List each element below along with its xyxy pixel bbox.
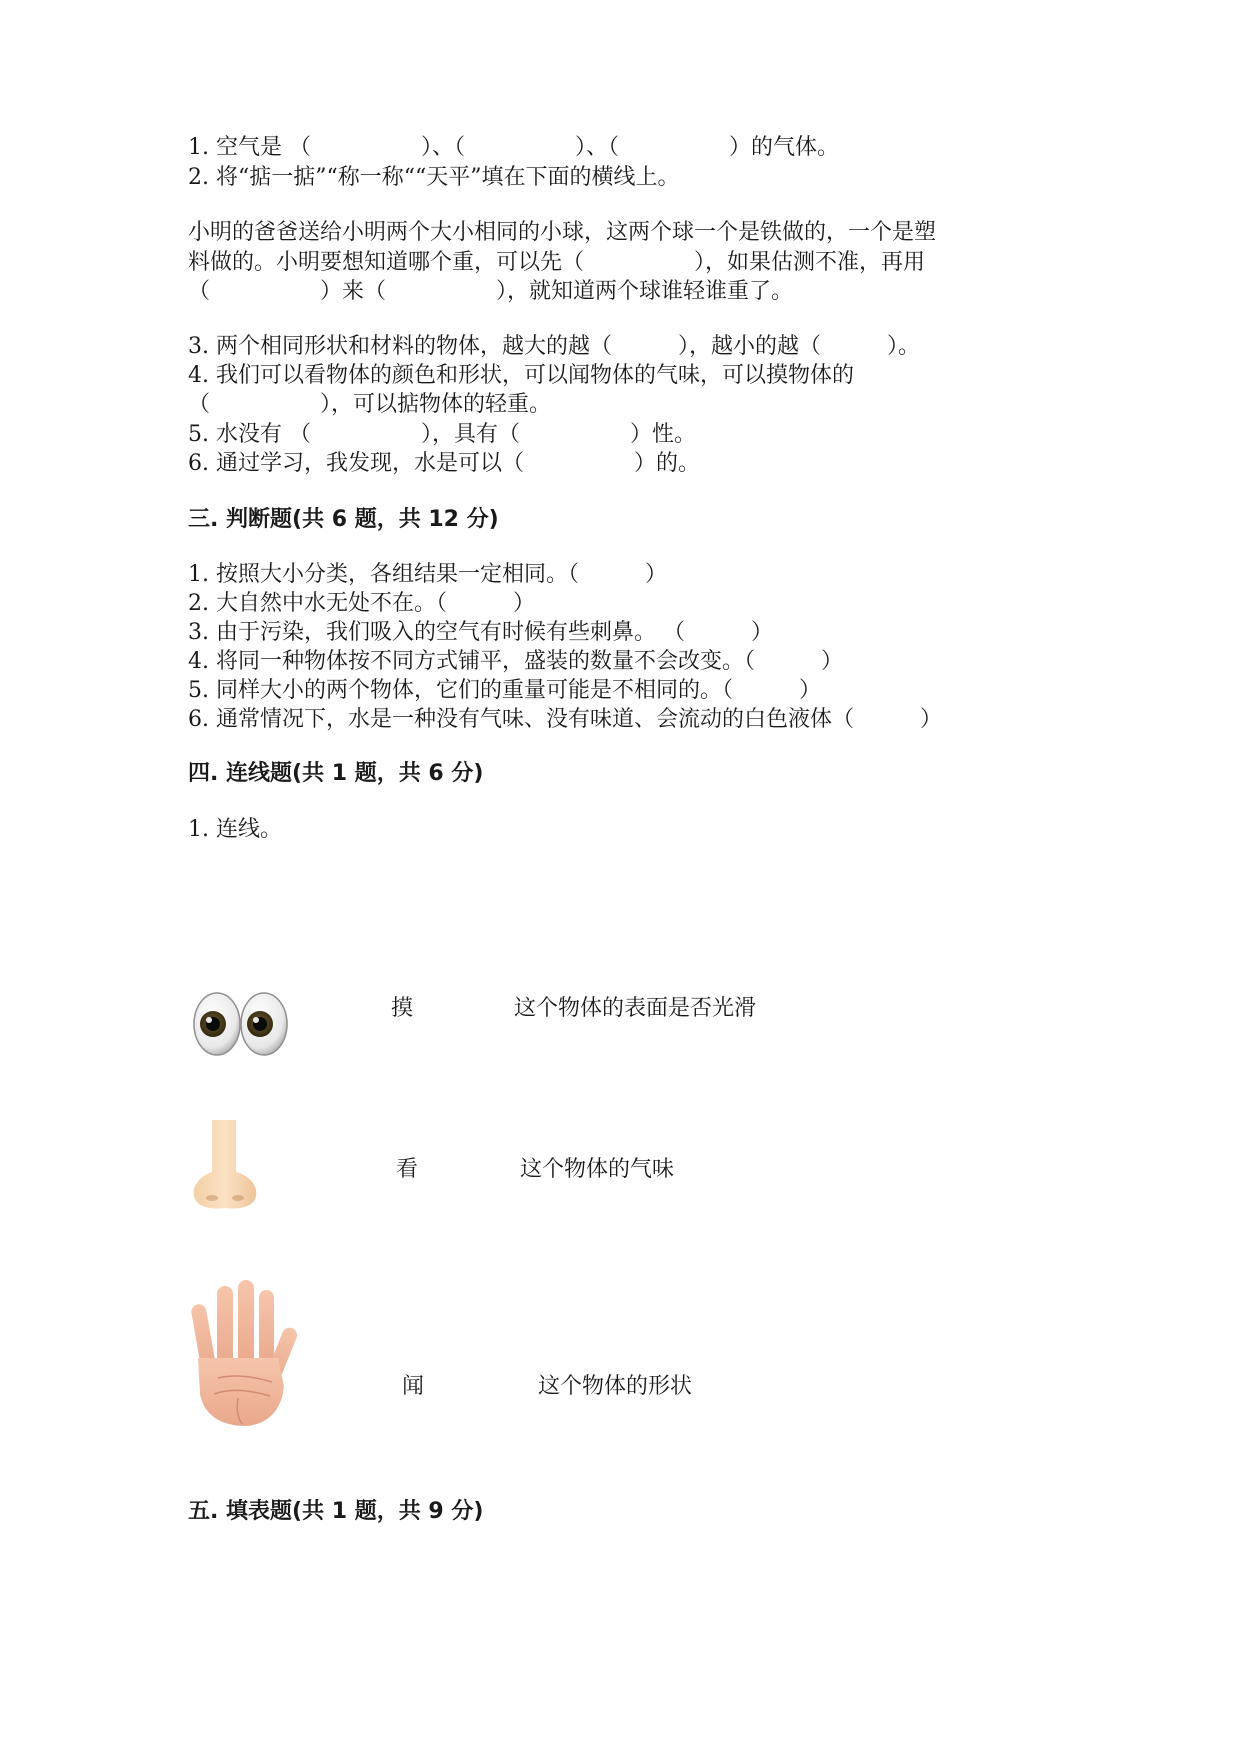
judge-item-4: 4. 将同一种物体按不同方式铺平，盛装的数量不会改变。（ ）	[188, 649, 843, 674]
passage-line-1: 小明的爸爸送给小明两个大小相同的小球，这两个球一个是铁做的，一个是塑	[188, 220, 937, 245]
passage-line-2: 料做的。小明要想知道哪个重，可以先（ ），如果估测不准，再用	[188, 250, 926, 275]
matching-question: 1. 连线。	[188, 817, 282, 842]
fill-in-question-4-line-1: 4. 我们可以看物体的颜色和形状，可以闻物体的气味，可以摸物体的	[188, 363, 854, 388]
matching-section-title: 四. 连线题(共 1 题，共 6 分)	[188, 761, 484, 786]
fill-in-question-1: 1. 空气是 （ ）、（ ）、（ ）的气体。	[188, 135, 839, 160]
match-verb-1: 摸	[391, 996, 414, 1021]
match-verb-3: 闻	[402, 1374, 425, 1399]
judge-item-1: 1. 按照大小分类，各组结果一定相同。（ ）	[188, 562, 667, 587]
eyes-icon	[190, 990, 290, 1058]
judge-item-6: 6. 通常情况下，水是一种没有气味、没有味道、会流动的白色液体（ ）	[188, 707, 942, 732]
fill-in-question-4-line-2: （ ），可以掂物体的轻重。	[188, 392, 552, 417]
judge-item-3: 3. 由于污染，我们吸入的空气有时候有些刺鼻。 （ ）	[188, 620, 773, 645]
passage-line-3: （ ）来（ ），就知道两个球谁轻谁重了。	[188, 279, 794, 304]
match-description-1: 这个物体的表面是否光滑	[514, 996, 757, 1021]
judge-item-2: 2. 大自然中水无处不在。（ ）	[188, 591, 535, 616]
nose-icon	[190, 1120, 260, 1210]
match-verb-2: 看	[396, 1157, 419, 1182]
fill-in-question-5: 5. 水没有 （ ），具有（ ）性。	[188, 422, 696, 447]
match-description-3: 这个物体的形状	[538, 1374, 693, 1399]
fill-in-question-6: 6. 通过学习，我发现，水是可以（ ）的。	[188, 451, 700, 476]
table-section-title: 五. 填表题(共 1 题，共 9 分)	[188, 1499, 484, 1524]
hand-icon	[190, 1278, 300, 1428]
fill-in-question-3: 3. 两个相同形状和材料的物体，越大的越（ ），越小的越（ ）。	[188, 334, 920, 359]
match-description-2: 这个物体的气味	[520, 1157, 675, 1182]
judge-item-5: 5. 同样大小的两个物体，它们的重量可能是不相同的。（ ）	[188, 678, 821, 703]
judge-section-title: 三. 判断题(共 6 题，共 12 分)	[188, 507, 499, 532]
fill-in-question-2: 2. 将“掂一掂”“称一称““天平”填在下面的横线上。	[188, 165, 680, 190]
